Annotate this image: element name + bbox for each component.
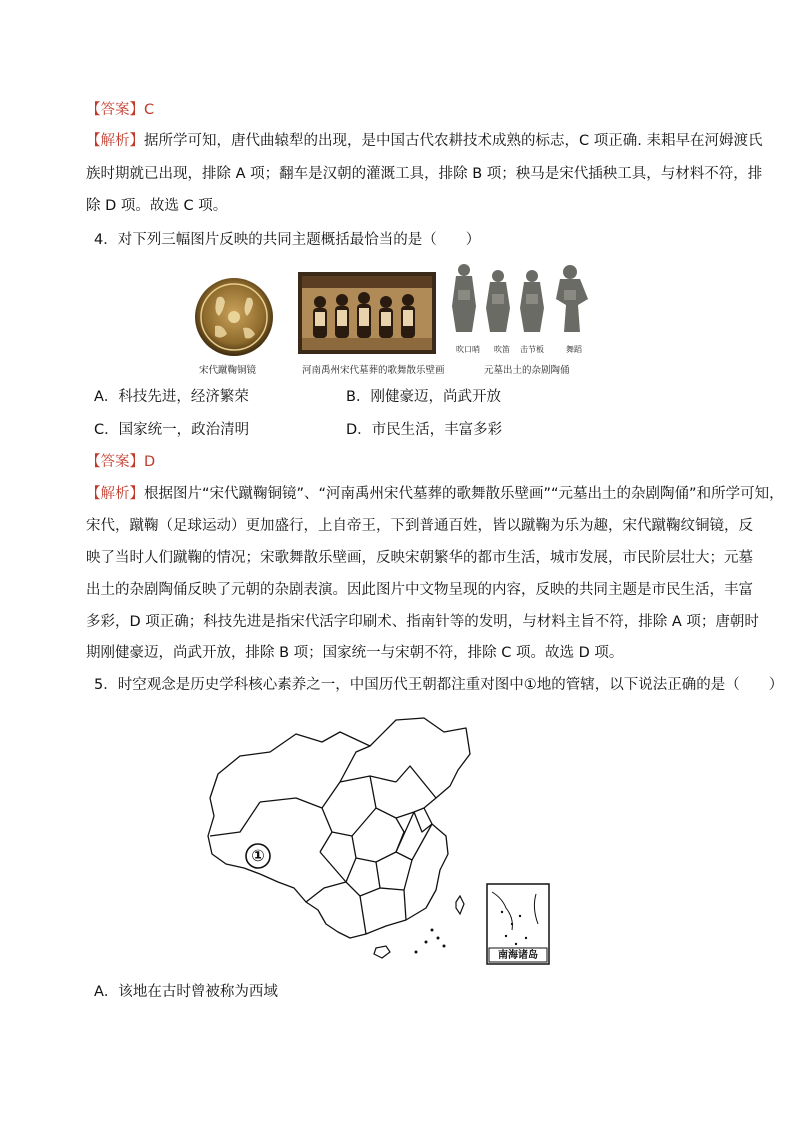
map-marker-1: ① <box>251 846 265 865</box>
figurines-image <box>446 260 596 342</box>
answer-tag: 【答案】 <box>86 454 144 470</box>
china-map <box>200 712 556 968</box>
mirror-caption: 宋代蹴鞠铜镜 <box>199 365 257 376</box>
analysis-line <box>86 484 784 504</box>
figure-bronze-mirror <box>193 276 275 358</box>
analysis-tag: 【解析】 <box>86 133 144 149</box>
answer-line-q3 <box>86 100 154 120</box>
answer-value: C <box>144 102 155 118</box>
option-b: B．刚健豪迈，尚武开放 <box>346 389 501 405</box>
analysis-line: 除 D 项。故选 C 项。 <box>86 198 228 214</box>
analysis-tag: 【解析】 <box>86 486 144 502</box>
option-d: D．市民生活，丰富多彩 <box>346 422 503 438</box>
answer-tag: 【答案】 <box>86 102 144 118</box>
analysis-line: 族时期就已出现，排除 A 项；翻车是汉朝的灌溉工具，排除 B 项；秧马是宋代插秧工具，与材料不符，排 <box>86 166 763 182</box>
mural-caption: 河南禹州宋代墓葬的歌舞散乐壁画 <box>302 365 445 376</box>
analysis-line: 出土的杂剧陶俑反映了元朝的杂剧表演。因此图片中文物呈现的内容，反映的共同主题是市民生活，丰富 <box>86 582 753 598</box>
analysis-text: 根据图片“宋代蹴鞠铜镜”、“河南禹州宋代墓葬的歌舞散乐壁画”“元墓出土的杂剧陶俑”和所学可知， <box>144 486 784 502</box>
analysis-line <box>86 131 762 151</box>
analysis-text: 据所学可知，唐代曲辕犁的出现，是中国古代农耕技术成熟的标志，C 项正确. 耒耜早在河姆渡氏 <box>144 133 763 149</box>
china-map-outline <box>200 712 556 968</box>
option-a: A．科技先进，经济繁荣 <box>94 389 249 405</box>
figurine-label: 舞蹈 <box>566 345 582 354</box>
question-4-stem: 4．对下列三幅图片反映的共同主题概括最恰当的是（ ） <box>94 232 481 248</box>
figurine-label: 击节板 <box>520 345 544 354</box>
answer-value: D <box>144 454 156 470</box>
question-5-stem: 5．时空观念是历史学科核心素养之一，中国历代王朝都注重对图中①地的管辖，以下说法正确的是（ ） <box>94 677 784 693</box>
answer-line-q4 <box>86 452 155 472</box>
analysis-line: 宋代，蹴鞠（足球运动）更加盛行，上自帝王，下到普通百姓，皆以蹴鞠为乐为趣，宋代蹴鞠纹铜镜，反 <box>86 518 753 534</box>
mural-image <box>298 272 436 354</box>
inset-label: 南海诸岛 <box>498 950 538 961</box>
option-c: C．国家统一，政治清明 <box>94 422 250 438</box>
analysis-line: 期刚健豪迈，尚武开放，排除 B 项；国家统一与宋朝不符，排除 C 项。故选 D 项。 <box>86 645 624 661</box>
figure-mural <box>298 272 436 354</box>
analysis-line: 多彩，D 项正确；科技先进是指宋代活字印刷术、指南针等的发明，与材料主旨不符，排除 A 项；唐朝时 <box>86 614 759 630</box>
figure-figurines <box>446 260 596 342</box>
option-a: A．该地在古时曾被称为西域 <box>94 984 278 1000</box>
bronze-mirror-image <box>193 276 275 358</box>
analysis-line: 映了当时人们蹴鞠的情况；宋歌舞散乐壁画，反映宋朝繁华的都市生活，城市发展，市民阶层壮大；元墓 <box>86 550 753 566</box>
figurine-label: 吹口哨 <box>456 345 480 354</box>
figurine-caption: 元墓出土的杂剧陶俑 <box>484 365 570 376</box>
figurine-label: 吹笛 <box>494 345 510 354</box>
